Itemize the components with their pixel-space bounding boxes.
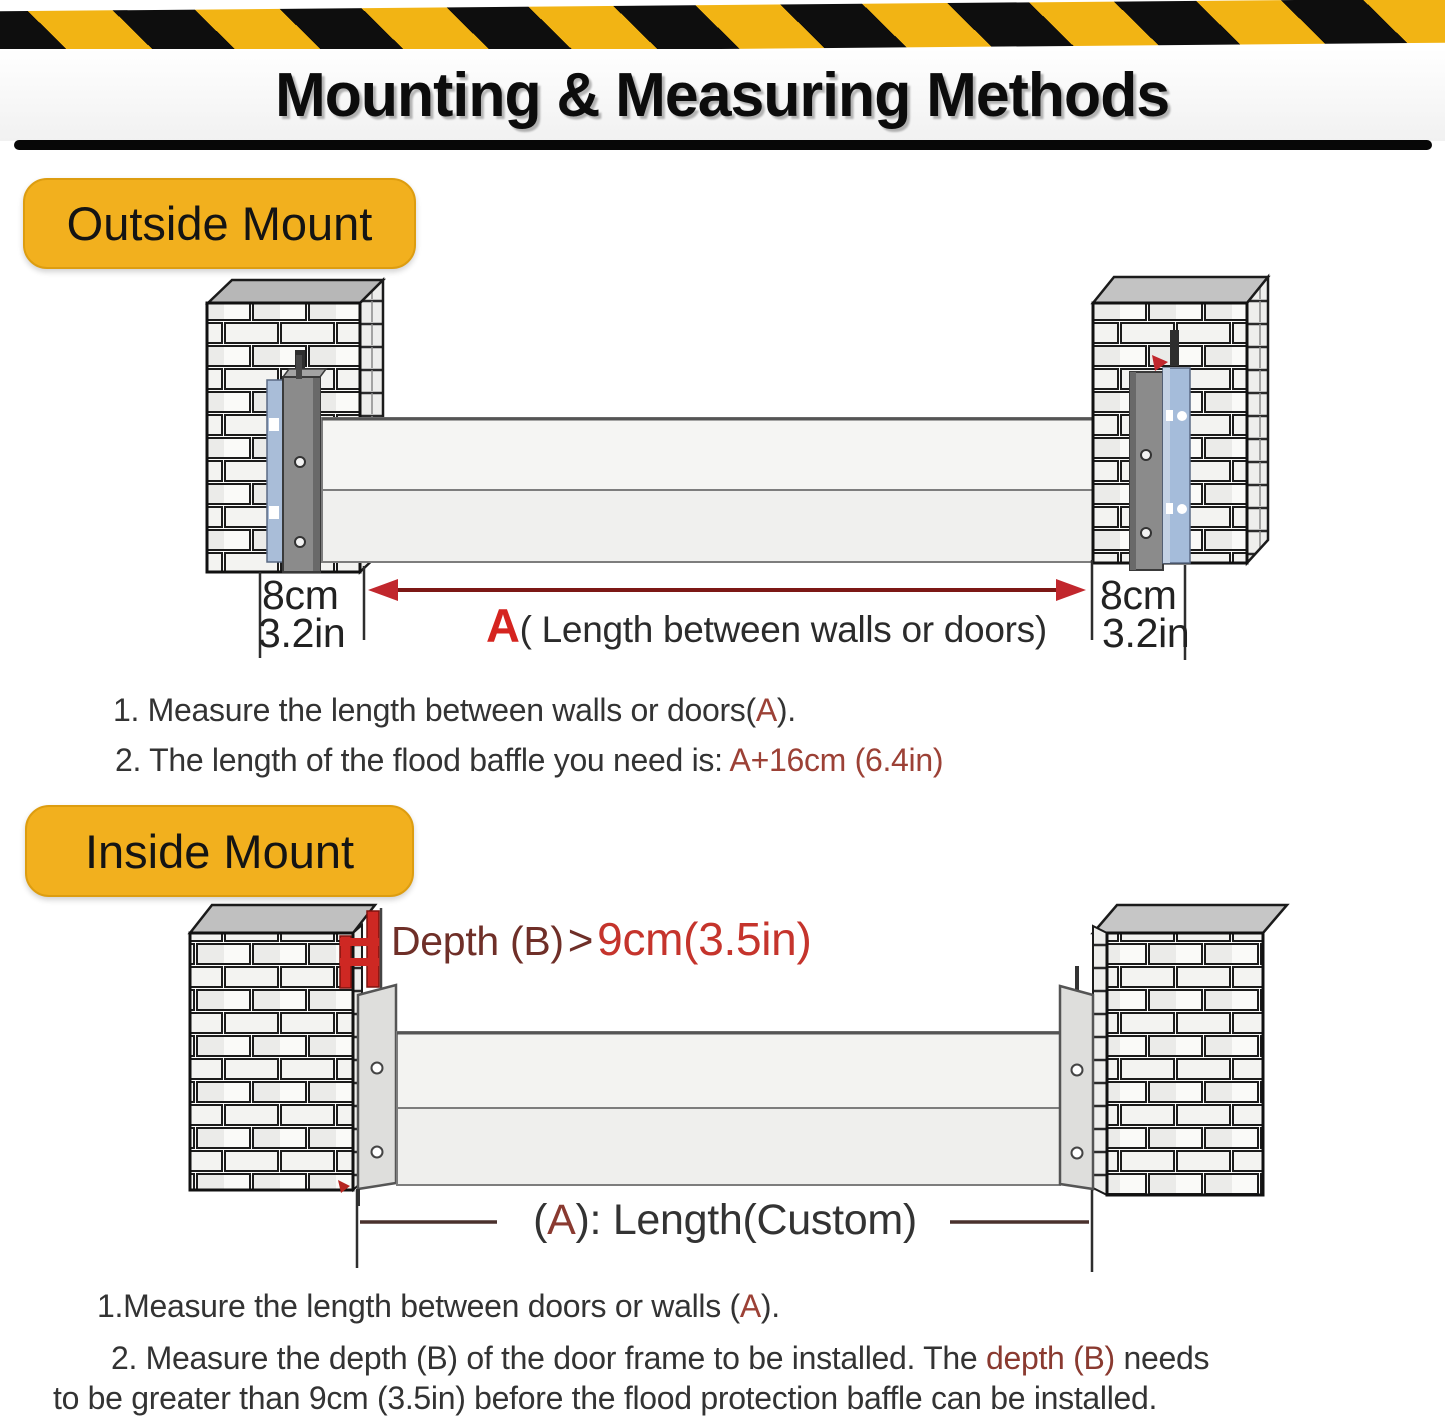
inside-step-2-line-2: to be greater than 9cm (3.5in) before the flood protection baffle can be installed. (53, 1380, 1158, 1416)
step-text: 1.Measure the length between doors or walls ( (97, 1288, 740, 1324)
gauge-rung (340, 938, 379, 946)
pillar-top-face (190, 905, 375, 933)
seal-mark (1166, 410, 1173, 421)
outside-left-inch-label: 3.2in (258, 610, 346, 656)
outside-mount-badge: Outside Mount (23, 178, 416, 269)
inside-right-pillar (1060, 905, 1287, 1195)
barrier-panel-top (322, 418, 1130, 490)
outside-left-bracket (267, 355, 326, 572)
anchor-slot (1170, 330, 1179, 366)
length-a-letter: A (486, 599, 520, 652)
pillar-brick-face (190, 933, 353, 1190)
seal-mark (1177, 504, 1187, 514)
title-banner (0, 49, 1445, 141)
step-text: needs (1114, 1340, 1210, 1376)
inside-step-1 (97, 1288, 780, 1325)
depth-label-text: Depth (B) (391, 918, 564, 964)
page-title: Mounting & Measuring Methods (275, 60, 1170, 130)
outside-right-inch-label: 3.2in (1102, 610, 1190, 656)
inside-left-pillar (190, 905, 396, 1206)
screw-hole (1072, 1065, 1083, 1076)
length-a-letter: A (547, 1196, 576, 1244)
outside-right-bracket (1130, 355, 1190, 570)
outside-step-1 (113, 692, 796, 729)
length-label-text: ): Length(Custom) (575, 1196, 917, 1244)
pillar-side-face (1247, 277, 1268, 563)
pillar-top-face (1093, 277, 1268, 303)
pillar-top-face (208, 280, 383, 303)
step-a-letter: A (755, 692, 777, 728)
step-text: 2. Measure the depth (B) of the door frame to be installed. The (111, 1340, 986, 1376)
step-depth-ref: depth (B) (985, 1340, 1115, 1376)
outside-step-2 (115, 742, 943, 779)
seal-mark (1166, 503, 1173, 514)
step-formula: A+16cm (6.4in) (729, 742, 944, 778)
outside-flood-barrier (322, 418, 1130, 562)
step-text: ). (760, 1288, 780, 1324)
pillar-side-face (1093, 926, 1107, 1195)
step-text: 1. Measure the length between walls or doors( (113, 692, 756, 728)
screw-hole (1141, 450, 1151, 460)
barrier-panel-bottom (397, 1108, 1060, 1185)
gauge-rung (340, 958, 379, 966)
inside-step-2-line-1 (111, 1340, 1209, 1377)
inside-flood-barrier (397, 1032, 1060, 1185)
screw-hole (1072, 1148, 1083, 1159)
bracket-edge-shade (313, 378, 320, 571)
step-text: ). (776, 692, 796, 728)
seal-mark (1177, 411, 1187, 421)
outside-left-cm-label: 8cm (262, 572, 339, 618)
depth-value: 9cm(3.5in) (597, 913, 812, 965)
seal-strip-blue (267, 380, 283, 562)
length-label-text: ( (533, 1196, 548, 1244)
pillar-top-face (1093, 905, 1287, 933)
pillar-brick-face (1107, 933, 1263, 1195)
step-a-letter: A (739, 1288, 761, 1324)
arrowhead-right (1056, 579, 1086, 601)
seal-mark (269, 506, 279, 519)
bracket-top-cap (283, 369, 326, 377)
bracket-pin (296, 355, 302, 379)
step-text: 2. The length of the flood baffle you need is: (115, 742, 730, 778)
seal-strip-highlight (1163, 368, 1170, 563)
outside-right-cm-label: 8cm (1100, 572, 1177, 618)
barrier-panel-top (397, 1032, 1060, 1108)
screw-hole (295, 537, 305, 547)
screw-hole (372, 1063, 383, 1074)
gauge-post (367, 911, 379, 987)
inside-mount-badge: Inside Mount (25, 805, 414, 897)
barrier-panel-bottom (322, 490, 1130, 562)
screw-hole (295, 457, 305, 467)
screw-hole (1141, 528, 1151, 538)
length-label-text: ( Length between walls or doors) (519, 609, 1047, 650)
screw-hole (372, 1147, 383, 1158)
title-underline-bar (14, 140, 1432, 150)
seal-mark (269, 418, 279, 431)
bracket-pin (1075, 966, 1079, 990)
inside-depth-label (391, 912, 811, 966)
outside-right-pillar (1093, 277, 1268, 570)
inside-right-bracket (1060, 966, 1093, 1189)
inside-length-label (500, 1196, 950, 1245)
arrowhead-left (368, 579, 398, 601)
outside-length-label (486, 598, 1047, 653)
bracket-edge-shade (1130, 372, 1136, 570)
greater-than-sign: > (567, 916, 594, 965)
